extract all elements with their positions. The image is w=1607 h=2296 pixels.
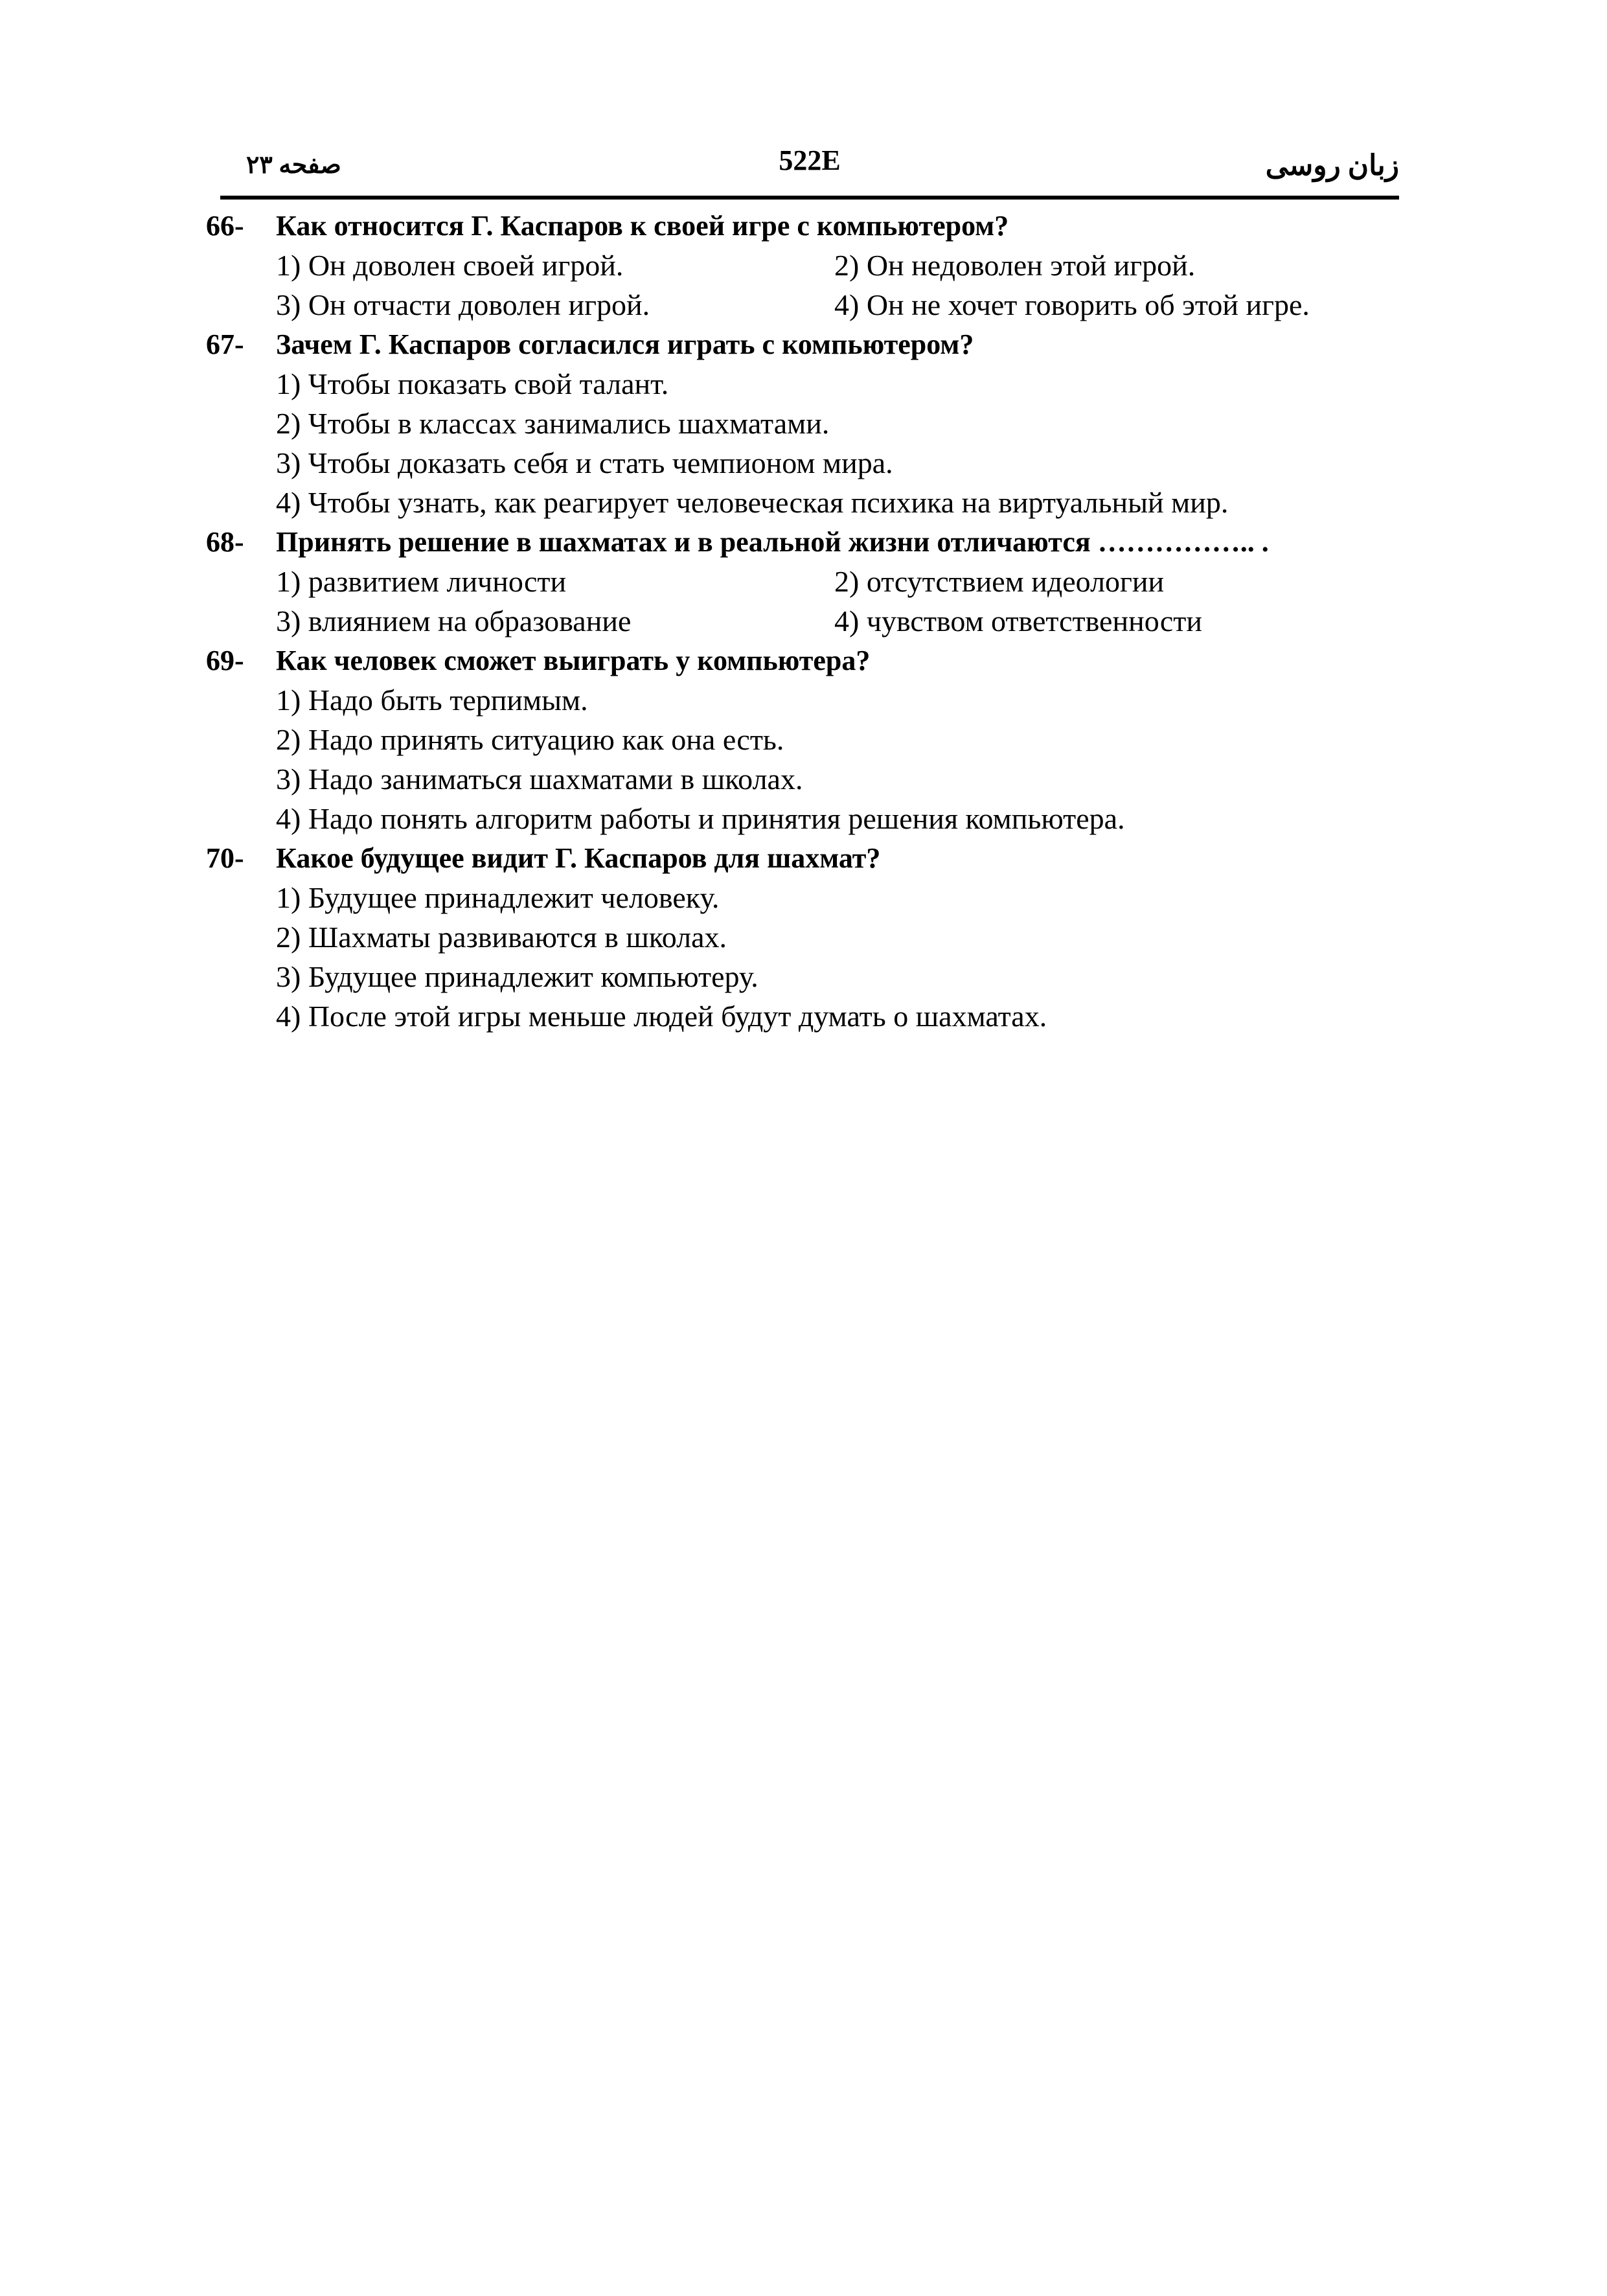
options-row (206, 246, 1411, 285)
question-69 (206, 641, 1411, 838)
options-row (206, 404, 1411, 443)
option-4: 4) Он не хочет говорить об этой игре. (834, 288, 1310, 321)
option-3: 3) Он отчасти доволен игрой. (276, 288, 650, 321)
options-row (206, 996, 1411, 1036)
options-row (206, 957, 1411, 996)
question-text: Как относится Г. Каспаров к своей игре с компьютером? (276, 210, 1009, 242)
page-header (220, 144, 1399, 198)
question-number: 68- (206, 526, 244, 558)
subject-title: زبان روسی (1265, 150, 1399, 181)
question-stem (206, 641, 1411, 680)
question-text: Принять решение в шахматах и в реальной жизни отличаются …………….. . (276, 526, 1269, 558)
option-2: 2) Чтобы в классах занимались шахматами. (276, 407, 830, 440)
options-row (206, 443, 1411, 483)
option-4: 4) чувством ответственности (834, 604, 1202, 637)
options-row (206, 720, 1411, 759)
option-4: 4) Чтобы узнать, как реагирует человеческая психика на виртуальный мир. (276, 486, 1229, 519)
question-number: 66- (206, 210, 244, 242)
option-1: 1) развитием личности (276, 565, 567, 598)
question-number: 69- (206, 645, 244, 676)
option-2: 2) Надо принять ситуацию как она есть. (276, 723, 784, 756)
question-67 (206, 325, 1411, 522)
page-number-label: صفحه ۲۳ (246, 152, 341, 179)
question-number: 67- (206, 328, 244, 360)
options-row (206, 483, 1411, 522)
option-2: 2) Он недоволен этой игрой. (834, 249, 1196, 282)
question-68 (206, 522, 1411, 641)
question-number: 70- (206, 842, 244, 874)
question-stem (206, 206, 1411, 246)
question-stem (206, 838, 1411, 878)
options-row (206, 562, 1411, 601)
question-text: Какое будущее видит Г. Каспаров для шахмат? (276, 842, 881, 874)
option-1: 1) Надо быть терпимым. (276, 683, 588, 717)
option-1: 1) Он доволен своей игрой. (276, 249, 624, 282)
question-66 (206, 206, 1411, 325)
question-text: Зачем Г. Каспаров согласился играть с компьютером? (276, 328, 974, 360)
options-row (206, 917, 1411, 957)
options-row (206, 759, 1411, 799)
option-1: 1) Чтобы показать свой талант. (276, 367, 669, 400)
options-row (206, 285, 1411, 325)
option-2: 2) отсутствием идеологии (834, 565, 1165, 598)
options-row (206, 601, 1411, 641)
option-2: 2) Шахматы развиваются в школах. (276, 921, 727, 954)
exam-code: 522E (779, 144, 841, 176)
options-row (206, 364, 1411, 404)
question-list (206, 206, 1411, 1036)
option-1: 1) Будущее принадлежит человеку. (276, 881, 720, 914)
question-text: Как человек сможет выиграть у компьютера? (276, 645, 871, 676)
options-row (206, 799, 1411, 838)
question-70 (206, 838, 1411, 1036)
question-stem (206, 522, 1411, 562)
option-4: 4) Надо понять алгоритм работы и принятия решения компьютера. (276, 802, 1125, 835)
question-stem (206, 325, 1411, 364)
option-3: 3) влиянием на образование (276, 604, 632, 637)
header-divider (220, 196, 1399, 200)
option-4: 4) После этой игры меньше людей будут думать о шахматах. (276, 1000, 1047, 1033)
option-3: 3) Чтобы доказать себя и стать чемпионом мира. (276, 446, 893, 479)
option-3: 3) Надо заниматься шахматами в школах. (276, 763, 803, 796)
option-3: 3) Будущее принадлежит компьютеру. (276, 960, 758, 993)
options-row (206, 680, 1411, 720)
options-row (206, 878, 1411, 917)
